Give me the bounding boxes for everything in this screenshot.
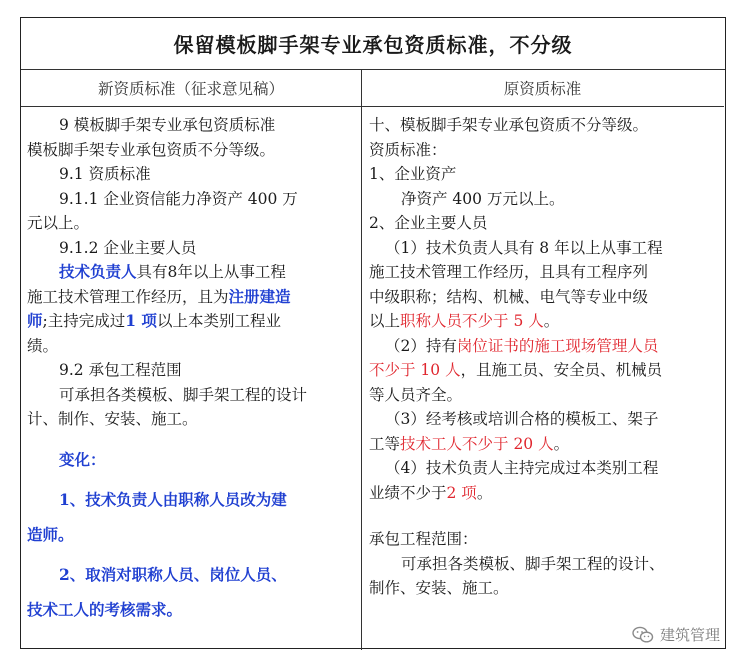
- line: 9.1 资质标准: [59, 165, 151, 183]
- wechat-icon: [632, 626, 654, 644]
- text: （2）持有: [385, 336, 457, 355]
- line: [369, 309, 719, 334]
- line: 中级职称；结构、机械、电气等专业中级: [369, 287, 649, 306]
- text: 业绩不少于: [369, 483, 447, 502]
- header-old-standard: 原资质标准: [361, 69, 724, 107]
- old-standard-column: [369, 113, 719, 601]
- line: 十、模板脚手架专业承包资质不分等级。: [369, 116, 649, 134]
- line: [369, 358, 719, 383]
- line: 9.1.1 企业资信能力净资产 400 万: [59, 189, 298, 208]
- line: 绩。: [27, 336, 59, 355]
- text: 。: [553, 434, 570, 453]
- highlight: 2 项: [446, 483, 477, 502]
- line: 1、企业资产: [369, 165, 457, 183]
- line: 模板脚手架专业承包资质不分等级。: [27, 140, 276, 159]
- watermark: [632, 624, 720, 645]
- line: 制作、安装、施工。: [369, 579, 509, 597]
- line: 可承担各类模板、脚手架工程的设计: [59, 385, 308, 404]
- new-standard-column: [27, 113, 357, 622]
- line: [27, 309, 357, 334]
- text: ，且施工员、安全员、机械员: [460, 361, 663, 379]
- line: [27, 260, 357, 285]
- line: 9.2 承包工程范围: [59, 361, 182, 379]
- text: 具有8年以上从事工程: [136, 263, 286, 281]
- line: 9.1.2 企业主要人员: [59, 238, 197, 257]
- text: 。: [476, 483, 493, 502]
- highlight: 职称人员不少于 5 人: [400, 312, 544, 330]
- change-title: 变化：: [59, 449, 106, 469]
- line: 计、制作、安装、施工。: [27, 410, 198, 428]
- change-item: 2、取消对职称人员、岗位人员、: [59, 565, 287, 584]
- text: 施工技术管理工作经历，且为: [27, 287, 229, 306]
- change-item: 造师。: [27, 524, 74, 544]
- comparison-table: [20, 17, 726, 649]
- header-new-standard: 新资质标准（征求意见稿）: [21, 69, 361, 107]
- change-item: 1、技术负责人由职称人员改为建: [59, 490, 287, 509]
- text: 以上: [369, 312, 401, 330]
- line: [369, 334, 719, 359]
- line: （1）技术负责人具有 8 年以上从事工程: [385, 238, 663, 257]
- line: 承包工程范围：: [369, 530, 478, 548]
- line: （3）经考核或培训合格的模板工、架子: [385, 410, 659, 428]
- text: ;主持完成过: [42, 312, 126, 330]
- line: （4）技术负责人主持完成过本类别工程: [385, 459, 659, 477]
- text: 。: [543, 312, 560, 330]
- line: [369, 481, 719, 506]
- line: 可承担各类模板、脚手架工程的设计、: [401, 554, 665, 573]
- column-divider: [361, 69, 362, 650]
- highlight: 1 项: [125, 311, 157, 330]
- highlight: 师: [27, 311, 43, 330]
- text: 以上本类别工程业: [156, 312, 281, 330]
- line: 元以上。: [27, 214, 90, 232]
- line: 净资产 400 万元以上。: [401, 189, 565, 208]
- line: 2、企业主要人员: [369, 214, 488, 232]
- line: [27, 285, 357, 310]
- watermark-text: 建筑管理: [659, 626, 720, 644]
- line: 9 模板脚手架专业承包资质标准: [59, 116, 276, 134]
- text: 工等: [369, 434, 401, 453]
- highlight: 技术负责人: [59, 262, 137, 281]
- highlight: 注册建造: [228, 286, 291, 306]
- highlight: 岗位证书的施工现场管理人员: [456, 336, 659, 355]
- table-title: 保留模板脚手架专业承包资质标准，不分级: [21, 18, 725, 70]
- highlight: 不少于 10 人: [369, 361, 461, 379]
- line: 资质标准：: [369, 140, 447, 159]
- line: [369, 432, 719, 457]
- line: 施工技术管理工作经历，且具有工程序列: [369, 263, 649, 281]
- line: 等人员齐全。: [369, 385, 463, 404]
- highlight: 技术工人不少于 20 人: [400, 434, 554, 453]
- change-item: 技术工人的考核需求。: [27, 599, 183, 619]
